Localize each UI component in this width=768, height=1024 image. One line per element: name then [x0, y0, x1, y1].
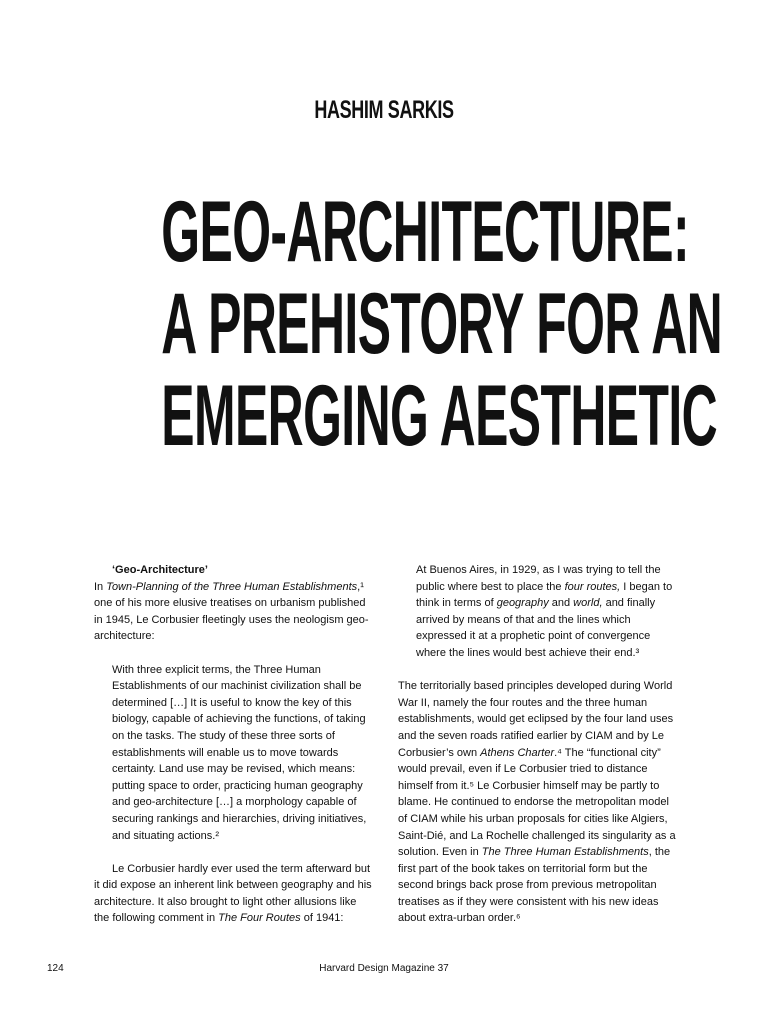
- article-title: [161, 184, 723, 464]
- page-number: 124: [47, 963, 64, 974]
- italic-term: geography: [496, 597, 549, 610]
- block-quote: With three explicit terms, the Three Human Establishments of our machinist civilization shall be determined […] It is useful to know the key of this biology, capable of achieving the functions, of taking on the tasks. The study of these three sorts of establishments will enable us to move towards certainty. Land use may be revised, which means: putting space to order, practicing human geography and geo-architecture […] a morphology capable of securing rankings and hierarchies, driving initiatives, and situating actions.²: [112, 663, 367, 842]
- block-quote: [398, 562, 676, 662]
- title-line: A PREHISTORY FOR AN: [161, 276, 723, 372]
- magazine-footer: Harvard Design Magazine 37: [319, 963, 449, 974]
- book-title: The Four Routes: [218, 912, 301, 925]
- title-line: GEO-ARCHITECTURE:: [161, 184, 689, 280]
- book-title: The Three Human Establishments: [481, 846, 649, 859]
- title-line: EMERGING AESTHETIC: [161, 368, 718, 464]
- quote-text: At Buenos Aires, in 1929, as I was trying to tell the public where best to place the: [416, 564, 661, 593]
- body-paragraph: [94, 861, 372, 927]
- left-column: [94, 562, 372, 927]
- intro-text: In: [94, 580, 107, 593]
- right-column: [398, 562, 676, 927]
- quote-text: I began to think in terms of: [416, 580, 673, 610]
- body-text: .⁴ The “functional city” would prevail, even if Le Corbusier tried to distance himself from it.⁵ Le Corbusier himself may be partly to blame. He continued to endorse the metropolitan model of CIAM while his urban proposals for cities like Algiers, Saint-Dié, and La Rochelle challenged its singularity as a solution. Even in: [398, 746, 676, 859]
- intro-paragraph: [94, 579, 372, 645]
- book-title: Athens Charter: [480, 746, 555, 759]
- body-text: Le Corbusier hardly ever used the term afterward but it did expose an inherent link between geography and his architecture. It also brought to light other allusions like the following comment in: [94, 862, 372, 925]
- quote-text: and: [548, 597, 574, 610]
- body-paragraph: [398, 678, 676, 927]
- section-heading: ‘Geo-Architecture’: [112, 564, 208, 576]
- body-text: The territorially based principles developed during World War II, namely the four routes and the three human establishments, would get eclipsed by the four land uses and the seven roads ratified earlier by CIAM and by Le Corbusier’s own: [398, 680, 674, 759]
- intro-text: ,¹ one of his more elusive treatises on urbanism published in 1945, Le Corbusier fleetingly uses the neologism geo-architecture:: [94, 580, 369, 643]
- italic-term: four routes,: [564, 580, 621, 593]
- body-text: of 1941:: [300, 912, 344, 925]
- quote-text: and finally arrived by means of that and the lines which expressed it at a prophetic point of convergence where the lines would best achieve their end.³: [416, 597, 656, 659]
- italic-term: world,: [573, 597, 603, 610]
- book-title: Town-Planning of the Three Human Establishments: [106, 580, 358, 593]
- body-text: , the first part of the book takes on territorial form but the second brings back prose from previous metropolitan treatises as if they were consistent with his new ideas about extra-urban order.⁶: [398, 846, 671, 925]
- author-name: HASHIM SARKIS: [314, 96, 454, 124]
